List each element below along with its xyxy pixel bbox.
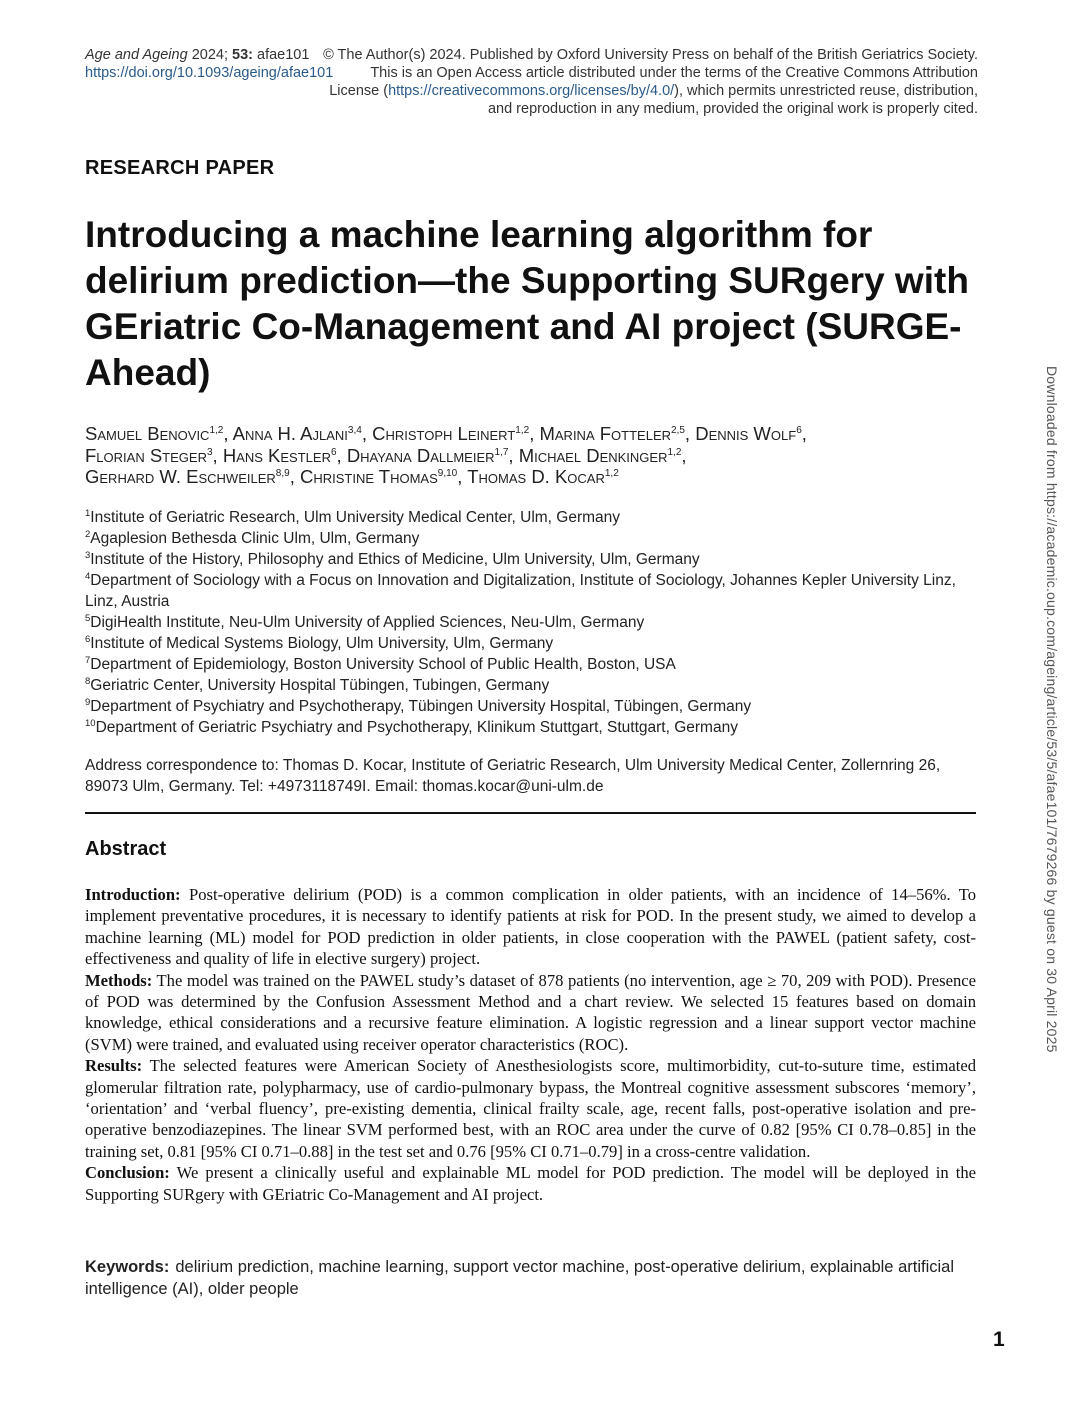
affiliation-item	[85, 654, 980, 675]
affiliation-item	[85, 612, 980, 633]
affiliation-list	[85, 507, 980, 738]
affiliation-number: 7	[85, 655, 91, 666]
affiliation-number: 4	[85, 571, 91, 582]
introduction-label: Introduction:	[85, 885, 181, 904]
article-id: afae101	[252, 47, 310, 63]
copyright-line: This is an Open Access article distributed under the terms of the Creative Commons Attribution	[370, 65, 978, 81]
author-affiliation-marker: 9,10	[437, 468, 458, 479]
affiliation-number: 2	[85, 529, 91, 540]
section-divider	[85, 812, 976, 814]
affiliation-text: Institute of the History, Philosophy and Ethics of Medicine, Ulm University, Ulm, Germany	[90, 551, 700, 568]
keywords	[85, 1257, 976, 1300]
introduction-text: Post-operative delirium (POD) is a common complication in older patients, with an incidence of 14–56%. To implement preventative procedures, it is necessary to identify patients at risk for POD. In the present study, we aimed to develop a machine learning (ML) model for POD prediction in older patients, in close cooperation with the PAWEL (patient safety, cost-effectiveness and quality of life in elective surgery) project.	[85, 885, 976, 969]
journal-year: 2024;	[187, 47, 233, 63]
correspondence: Address correspondence to: Thomas D. Kocar, Institute of Geriatric Research, Ulm University Medical Center, Zollernring 26, 89073 Ulm, Germany. Tel: +4973118749I. Email: thomas.kocar@uni-ulm.de	[85, 757, 941, 795]
author-affiliation-marker: 1,2	[667, 446, 682, 458]
author-separator: ,	[801, 423, 807, 444]
author-affiliation-marker: 3,4	[347, 425, 362, 436]
author-name: Anna H. Ajlani	[232, 423, 348, 444]
author-affiliation-marker: 6	[796, 425, 802, 436]
author-affiliation-marker: 8,9	[275, 468, 290, 479]
affiliation-item	[85, 570, 980, 612]
affiliation-item	[85, 507, 980, 528]
author-affiliation-marker: 1,2	[604, 468, 619, 479]
affiliation-number: 3	[85, 550, 91, 561]
affiliation-number: 1	[85, 508, 91, 519]
affiliation-item	[85, 549, 980, 570]
affiliation-number: 8	[85, 676, 91, 687]
results-text: The selected features were American Society of Anesthesiologists score, multimorbidity, cut-to-suture time, estimated glomerular filtration rate, polypharmacy, use of cardio-pulmonary bypass, the Montreal cognitive assessment subscores ‘memory’, ‘orientation’ and ‘verbal fluency’, pre-existing dementia, clinical frailty scale, age, recent falls, post-operative isolation and pre-operative benzodiazepines. The linear SVM performed best, with an ROC area under the curve of 0.82 [95% CI 0.78–0.85] in the training set, 0.81 [95% CI 0.71–0.88] in the test set and 0.76 [95% CI 0.71–0.79] in a cross-centre validation.	[85, 1056, 976, 1161]
author-affiliation-marker: 2,5	[671, 425, 685, 436]
author-separator: ,	[289, 466, 300, 487]
author-name: Michael Denkinger	[518, 444, 668, 466]
paper-title: Introducing a machine learning algorithm for delirium prediction—the Supporting SURgery with GEriatric Co-Management and AI project (SURGE-Ahead)	[85, 214, 969, 393]
journal-name: Age and Ageing	[85, 47, 188, 63]
author-separator: ,	[223, 423, 233, 444]
affiliation-number: 9	[85, 697, 91, 708]
author-list	[85, 423, 985, 488]
download-note: Downloaded from https://academic.oup.com/ageing/article/53/5/afae101/7679266 by guest on 30 April 2025	[1044, 366, 1060, 1053]
author-separator: ,	[361, 423, 373, 444]
author-name: Thomas D. Kocar	[467, 466, 605, 487]
section-label: RESEARCH PAPER	[85, 157, 275, 179]
author-separator: ,	[681, 444, 687, 466]
abstract-methods	[85, 970, 976, 1056]
affiliation-text: Institute of Geriatric Research, Ulm University Medical Center, Ulm, Germany	[90, 509, 621, 526]
methods-label: Methods:	[85, 970, 153, 990]
author-name: Hans Kestler	[222, 444, 331, 466]
conclusion-text: We present a clinically useful and explainable ML model for POD prediction. The model will be deployed in the Supporting SURgery with GEriatric Co-Management and AI project.	[85, 1163, 976, 1204]
affiliation-item	[85, 675, 980, 696]
affiliation-text: Department of Sociology with a Focus on Innovation and Digitalization, Institute of Sociology, Johannes Kepler University Linz, Linz, Austria	[85, 572, 956, 610]
author-separator: ,	[529, 423, 540, 444]
author-affiliation-marker: 1,2	[515, 425, 530, 436]
journal-volume: 53:	[232, 47, 253, 63]
author-name: Samuel Benovic	[85, 423, 210, 444]
affiliation-number: 5	[85, 613, 91, 624]
abstract-heading: Abstract	[85, 838, 167, 860]
author-name: Dennis Wolf	[695, 423, 797, 444]
conclusion-label: Conclusion:	[85, 1163, 170, 1183]
author-name: Gerhard W. Eschweiler	[85, 466, 276, 487]
affiliation-item	[85, 633, 980, 654]
keywords-label: Keywords:	[85, 1258, 170, 1276]
copyright-notice	[318, 46, 978, 118]
author-name: Florian Steger	[85, 444, 207, 466]
page-number: 1	[993, 1328, 1005, 1351]
affiliation-text: DigiHealth Institute, Neu-Ulm University of Applied Sciences, Neu-Ulm, Germany	[90, 614, 645, 631]
affiliation-number: 10	[85, 718, 96, 729]
author-separator: ,	[508, 444, 519, 466]
affiliation-text: Department of Epidemiology, Boston University School of Public Health, Boston, USA	[90, 656, 676, 673]
author-name: Dhayana Dallmeier	[346, 444, 495, 466]
author-separator: ,	[336, 444, 347, 466]
author-name: Christine Thomas	[299, 466, 438, 487]
author-affiliation-marker: 6	[330, 446, 337, 458]
author-affiliation-marker: 3	[206, 446, 213, 458]
affiliation-item	[85, 528, 980, 549]
author-separator: ,	[212, 444, 223, 466]
affiliation-text: Agaplesion Bethesda Clinic Ulm, Ulm, Germany	[90, 530, 420, 547]
author-name: Christoph Leinert	[372, 423, 516, 444]
abstract-introduction	[85, 884, 976, 970]
copyright-line: and reproduction in any medium, provided the original work is properly cited.	[487, 101, 978, 117]
results-label: Results:	[85, 1056, 143, 1076]
author-affiliation-marker: 1,2	[209, 425, 224, 436]
doi-link[interactable]: https://doi.org/10.1093/ageing/afae101	[85, 65, 334, 81]
author-affiliation-marker: 1,7	[494, 446, 509, 458]
affiliation-text: Institute of Medical Systems Biology, Ulm University, Ulm, Germany	[90, 635, 554, 652]
affiliation-text: Department of Psychiatry and Psychotherapy, Tübingen University Hospital, Tübingen, Germany	[90, 698, 752, 715]
affiliation-item	[85, 717, 980, 738]
author-name: Marina Fotteler	[539, 423, 672, 444]
affiliation-text: Geriatric Center, University Hospital Tübingen, Tubingen, Germany	[90, 677, 550, 694]
affiliation-text: Department of Geriatric Psychiatry and Psychotherapy, Klinikum Stuttgart, Stuttgart, Germany	[95, 719, 738, 736]
abstract-body	[85, 884, 976, 1205]
author-separator: ,	[684, 423, 696, 444]
keywords-text: delirium prediction, machine learning, support vector machine, post-operative delirium, explainable artificial intelligence (AI), older people	[85, 1258, 954, 1298]
abstract-conclusion	[85, 1162, 976, 1205]
journal-citation	[85, 46, 333, 82]
copyright-line: ), which permits unrestricted reuse, distribution,	[674, 83, 978, 99]
author-separator: ,	[457, 466, 468, 487]
abstract-results	[85, 1055, 976, 1162]
copyright-line: License (	[329, 83, 389, 99]
affiliation-number: 6	[85, 634, 91, 645]
license-link[interactable]: https://creativecommons.org/licenses/by/4.0/	[388, 83, 675, 99]
copyright-line: © The Author(s) 2024. Published by Oxford University Press on behalf of the British Geriatrics Society.	[323, 47, 978, 63]
affiliation-item	[85, 696, 980, 717]
methods-text: The model was trained on the PAWEL study’s dataset of 878 patients (no intervention, age ≥ 70, 209 with POD). Presence of POD was determined by the Confusion Assessment Method and a chart review. We selected 15 features based on domain knowledge, ethical considerations and a recursive feature elimination. A logistic regression and a linear support vector machine (SVM) were trained, and evaluated using receiver operator characteristics (ROC).	[85, 970, 976, 1054]
